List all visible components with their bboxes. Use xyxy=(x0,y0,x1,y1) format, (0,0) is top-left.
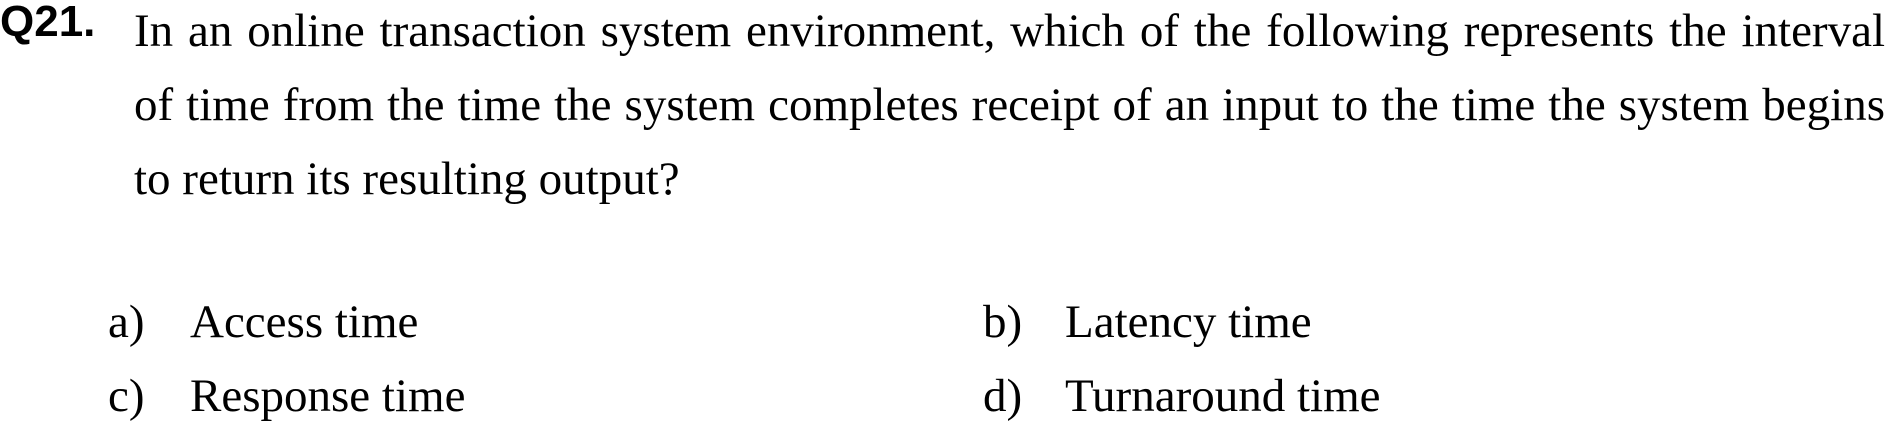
question-text: In an online transaction system environment, which of the following represents the interval of time from the time the system completes receipt of an input to the time the system begins to return its resulting output? xyxy=(134,5,1885,205)
option-c-letter: c) xyxy=(108,370,145,422)
option-a-letter: a) xyxy=(108,296,145,348)
option-d-text: Turnaround time xyxy=(1065,370,1381,422)
option-c-text: Response time xyxy=(190,370,466,422)
option-d-letter: d) xyxy=(983,370,1023,422)
option-b-letter: b) xyxy=(983,296,1023,348)
question-number: Q21. xyxy=(0,0,96,46)
option-b-text: Latency time xyxy=(1065,296,1312,348)
option-a-text: Access time xyxy=(190,296,419,348)
